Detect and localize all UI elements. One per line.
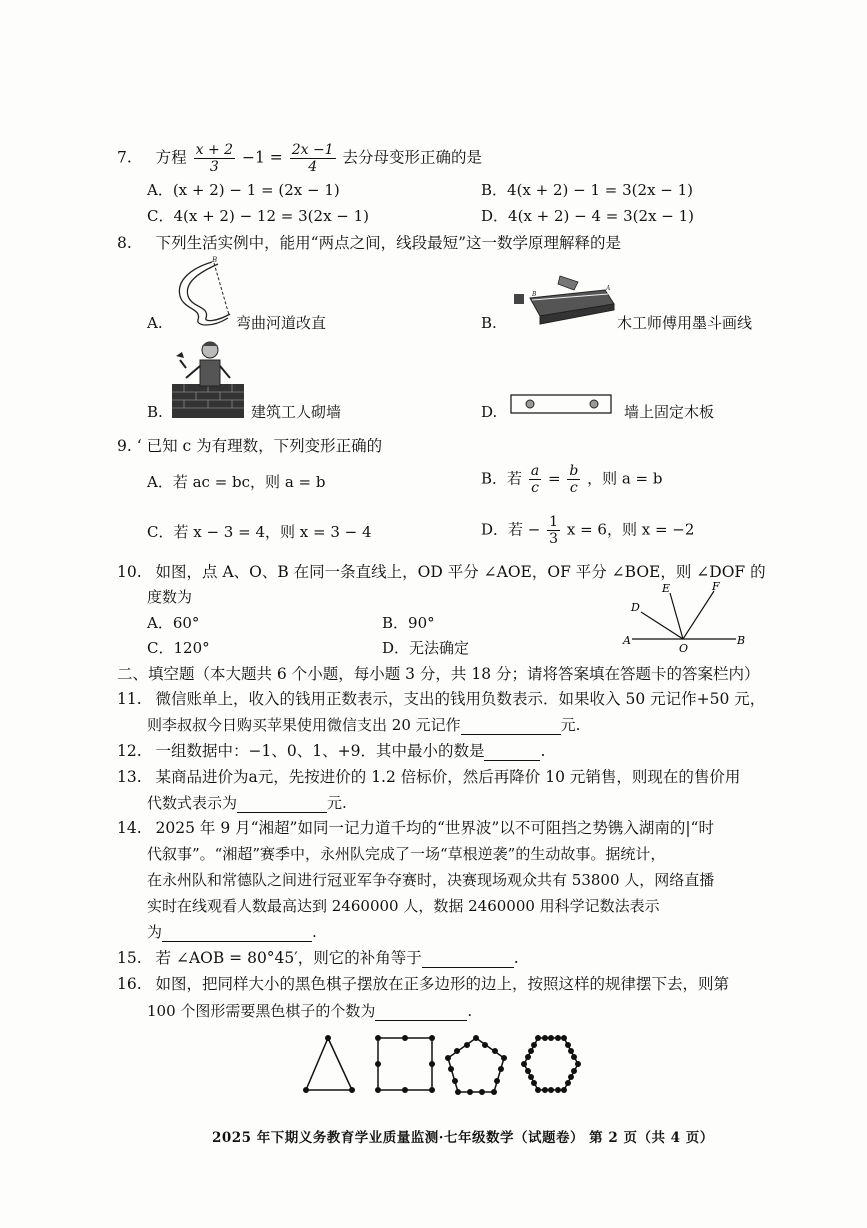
q10-angle-figure xyxy=(620,580,770,655)
q7-f1-den: 3 xyxy=(209,159,219,175)
q14-line1 xyxy=(117,818,714,838)
q9-d-post: x = 6，则 x = −2 xyxy=(566,520,695,539)
q7-fraction-2 xyxy=(290,142,336,175)
q7-post: 去分母变形正确的是 xyxy=(342,148,483,167)
pentagon-pattern xyxy=(445,1035,507,1095)
q12-text: 一组数据中：−1、0、1、+9．其中最小的数是 xyxy=(155,742,485,760)
q7-fraction-1 xyxy=(194,142,235,175)
q13-line1 xyxy=(117,767,740,787)
q16-number: 16. xyxy=(117,975,142,993)
q13-number: 13. xyxy=(117,768,142,786)
svg-text:B: B xyxy=(212,256,218,264)
q11-answer-blank[interactable] xyxy=(461,720,561,735)
wall-board-illustration xyxy=(510,393,612,417)
q9-b-post: ，则 a = b xyxy=(587,469,663,488)
q16-line1 xyxy=(117,974,729,994)
q13-answer-blank[interactable] xyxy=(237,798,327,813)
q7-mid: −1 = xyxy=(242,148,283,167)
q10-fig-label-a: A xyxy=(623,634,631,647)
q14-line3: 在永州队和常德队之间进行冠亚军争夺赛时，决赛现场观众共有 53800 人，网络直播 xyxy=(147,871,715,889)
q8-option-c-text: 建筑工人砌墙 xyxy=(251,403,342,421)
q16-answer-blank[interactable] xyxy=(375,1006,467,1021)
q7-stem xyxy=(117,142,482,175)
q7-f2-den: 4 xyxy=(308,159,318,175)
q11-line2 xyxy=(147,715,580,735)
svg-text:A: A xyxy=(606,285,611,292)
q14-line1-text: 2025 年 9 月“湘超”如同一记力道千均的“世界波”以不可阻挡之势镌入湖南的|“时 xyxy=(155,819,714,837)
q9-d-fraction: $\frac{1}{3}$ xyxy=(549,514,559,547)
q10-fig-label-d: D xyxy=(631,601,640,614)
q16-line2 xyxy=(147,1001,472,1021)
q8-option-b-text: 木工师傅用墨斗画线 xyxy=(617,314,753,332)
q14-line5-text: 为 xyxy=(147,923,163,941)
q7-number: 7. xyxy=(117,148,132,167)
q11-line2-end: 元. xyxy=(560,716,581,734)
q10-fig-label-f: F xyxy=(712,580,720,593)
q9-d-pre: D．若 − xyxy=(481,520,541,539)
svg-text:B: B xyxy=(532,291,537,298)
q9-b-fraction-a: $\frac{a}{c}$ xyxy=(530,463,540,496)
q9-b-fraction-b: $\frac{b}{c}$ xyxy=(569,463,579,496)
q10-fig-label-b: B xyxy=(737,634,746,647)
q12-number: 12. xyxy=(117,742,142,760)
q7-pre: 方程 xyxy=(155,148,187,167)
q13-line2 xyxy=(147,793,347,813)
q10-line1: 如图，点 A、O、B 在同一条直线上，OD 平分 ∠AOE，OF 平分 ∠BOE，则 ∠DOF 的 xyxy=(155,563,766,581)
triangle-pattern xyxy=(303,1035,355,1093)
q11-line2-text: 则李叔叔今日购买苹果使用微信支出 20 元记作 xyxy=(147,716,461,734)
q10-option-c: C．120° xyxy=(147,639,210,657)
q12-answer-blank[interactable] xyxy=(484,746,540,761)
section-2-heading: 二、填空题（本大题共 6 个小题，每小题 3 分，共 18 分；请将答案填在答题卡的答案栏内） xyxy=(117,665,760,683)
square-pattern xyxy=(375,1035,435,1093)
q16-polygon-pattern-figure xyxy=(300,1034,590,1098)
q9-stem xyxy=(117,436,382,456)
q7-f1-num: x + 2 xyxy=(195,142,234,158)
q9-option-c: C．若 x − 3 = 4，则 x = 3 − 4 xyxy=(147,523,372,541)
q8-option-a-letter: A. xyxy=(147,314,163,332)
bricklayer-illustration xyxy=(172,338,244,418)
curved-river-illustration xyxy=(172,258,234,330)
q8-stem xyxy=(117,233,621,253)
q8-option-b-letter: B. xyxy=(481,314,497,332)
q10-stem-line1 xyxy=(117,562,766,582)
q13-line2-end: 元. xyxy=(327,794,347,812)
q10-number: 10. xyxy=(117,563,142,581)
q10-line2: 度数为 xyxy=(147,588,193,606)
q7-option-b: B．4(x + 2) − 1 = 3(2x − 1) xyxy=(481,181,694,199)
q14-line2: 代叙事”。“湘超”赛季中，永州队完成了一场“草根逆袭”的生动故事。据统计， xyxy=(147,845,666,863)
q7-option-d: D．4(x + 2) − 4 = 3(2x − 1) xyxy=(481,207,695,225)
q14-line5 xyxy=(147,922,317,942)
q14-answer-blank[interactable] xyxy=(162,927,312,942)
q14-line4: 实时在线观看人数最高达到 2460000 人，数据 2460000 用科学记数法表示 xyxy=(147,897,660,915)
q14-number: 14. xyxy=(117,819,142,837)
q11-number: 11. xyxy=(117,690,142,708)
q12-line xyxy=(117,741,545,761)
q14-line5-end: . xyxy=(312,923,317,941)
q7-option-a: A．(x + 2) − 1 = (2x − 1) xyxy=(147,181,340,199)
q16-line1-text: 如图，把同样大小的黑色棋子摆放在正多边形的边上，按照这样的规律摆下去，则第 xyxy=(155,975,730,993)
q10-fig-label-o: O xyxy=(679,642,689,655)
q9-number: 9. xyxy=(117,437,132,455)
q8-option-d-text: 墙上固定木板 xyxy=(624,403,715,421)
q11-line1-text: 微信账单上，收入的钱用正数表示，支出的钱用负数表示．如果收入 50 元记作+50 元， xyxy=(155,690,766,708)
q10-option-a: A．60° xyxy=(147,614,200,632)
q16-line2-text: 100 个图形需要黑色棋子的个数为 xyxy=(147,1002,376,1020)
q8-number: 8. xyxy=(117,234,132,252)
q15-text: 若 ∠AOB = 80°45′，则它的补角等于 xyxy=(155,949,422,967)
q9-option-b: B．若 $\frac{a}{c}$ = $\frac{b}{c}$ ，则 a = b xyxy=(481,463,663,496)
q10-fig-label-e: E xyxy=(662,582,671,595)
q10-option-d: D．无法确定 xyxy=(382,639,470,657)
q15-number: 15. xyxy=(117,949,142,967)
q13-line2-text: 代数式表示为 xyxy=(147,794,238,812)
q15-answer-blank[interactable] xyxy=(422,953,514,968)
q9-stem-text: ‘ 已知 c 为有理数，下列变形正确的 xyxy=(136,437,383,455)
q12-end: . xyxy=(540,742,546,760)
q8-stem-text: 下列生活实例中，能用“两点之间，线段最短”这一数学原理解释的是 xyxy=(155,234,622,252)
q9-option-d xyxy=(481,514,694,547)
hexagon-pattern xyxy=(521,1035,581,1093)
q7-option-c: C．4(x + 2) − 12 = 3(2x − 1) xyxy=(147,207,370,225)
page-footer: 2025 年下期义务教育学业质量监测·七年级数学（试题卷） 第 2 页（共 4 页） xyxy=(212,1130,714,1146)
q8-option-a-text: 弯曲河道改直 xyxy=(236,314,327,332)
q7-f2-num: 2x −1 xyxy=(291,142,334,158)
q11-line1 xyxy=(117,689,765,709)
q15-end: . xyxy=(513,949,519,967)
q10-option-b: B．90° xyxy=(382,614,435,632)
q8-option-c-letter: B. xyxy=(147,403,163,421)
q9-b-pre: B．若 xyxy=(481,469,523,488)
q15-line xyxy=(117,948,519,968)
q9-option-a: A．若 ac = bc，则 a = b xyxy=(147,473,326,491)
q8-option-d-letter: D. xyxy=(481,403,498,421)
carpenter-ink-line-illustration xyxy=(510,268,618,330)
q13-line1-text: 某商品进价为a元，先按进价的 1.2 倍标价，然后再降价 10 元销售，则现在的售价用 xyxy=(155,768,741,786)
q16-line2-end: . xyxy=(467,1002,473,1020)
